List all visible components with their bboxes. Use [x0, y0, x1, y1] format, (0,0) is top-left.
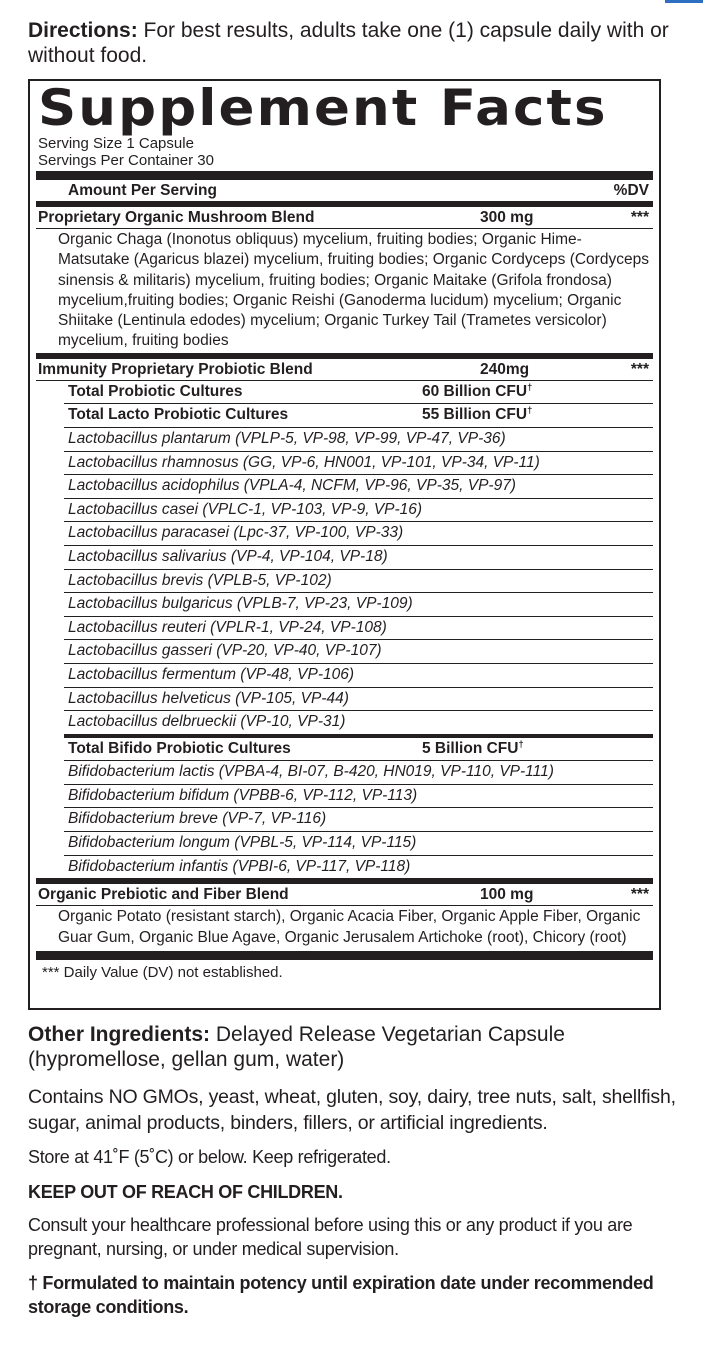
other-ingredients-label: Other Ingredients:: [28, 1023, 211, 1046]
bifido-strain-row: Bifidobacterium bifidum (VPBB-6, VP-112, VP-113): [64, 785, 653, 809]
lacto-strain-row: Lactobacillus paracasei (Lpc-37, VP-100, VP-33): [64, 522, 653, 546]
mushroom-blend-ingredients: Organic Chaga (Inonotus obliquus) mycelium, fruiting bodies; Organic Hime-Matsutake (Agaricus blazei) mycelium, fruiting bodies; Organic Cordyceps (Cordyceps sinensis & militaris) mycelium, fruiting bodies; Organic Maitake (Grifola frondosa) mycelium,fruiting bodies; Organic Reishi (Ganoderma lucidum) mycelium; Organic Shiitake (Lentinula edodes) mycelium; Organic Turkey Tail (Trametes versicolor) mycelium, fruiting bodies: [58, 231, 649, 350]
divider-thick: [36, 171, 653, 180]
prebiotic-blend-name: Organic Prebiotic and Fiber Blend: [38, 886, 289, 904]
total-probiotic-cultures-amount: 60 Billion CFU†: [422, 381, 533, 400]
consult-warning: Consult your healthcare professional before using this or any product if you are pregnant, nursing, or under medical supervision.: [28, 1215, 633, 1259]
bifido-strain-row: Bifidobacterium longum (VPBL-5, VP-114, VP-115): [64, 832, 653, 856]
other-ingredients-text: Delayed Release Vegetarian Capsule (hypromellose, gellan gum, water): [28, 1023, 565, 1071]
bifido-strain-row: Bifidobacterium lactis (VPBA-4, BI-07, B-420, HN019, VP-110, VP-111): [64, 761, 653, 785]
probiotic-cultures-table: [64, 381, 653, 878]
probiotic-blend-name: Immunity Proprietary Probiotic Blend: [38, 360, 313, 378]
potency-footnote: † Formulated to maintain potency until expiration date under recommended storage conditions.: [28, 1273, 654, 1317]
bifido-strain-row: Bifidobacterium breve (VP-7, VP-116): [64, 808, 653, 832]
servings-per-container: Servings Per Container 30: [38, 152, 214, 169]
corner-accent-mark: [665, 0, 703, 3]
dv-footnote: *** Daily Value (DV) not established.: [42, 963, 283, 981]
lacto-strain-row: Lactobacillus bulgaricus (VPLB-7, VP-23, VP-109): [64, 593, 653, 617]
dv-header: %DV: [613, 182, 649, 199]
lacto-strain-row: Lactobacillus delbrueckii (VP-10, VP-31): [68, 713, 346, 731]
lacto-strain-row: Lactobacillus reuteri (VPLR-1, VP-24, VP-108): [64, 617, 653, 641]
mushroom-blend-name: Proprietary Organic Mushroom Blend: [38, 209, 315, 226]
total-bifido-cultures-amount: 5 Billion CFU†: [422, 738, 524, 757]
directions: [28, 18, 678, 68]
probiotic-blend-row: [36, 359, 653, 380]
directions-label: Directions:: [28, 19, 138, 42]
total-probiotic-cultures-row: [64, 381, 653, 405]
prebiotic-blend-dv: ***: [630, 886, 649, 904]
mushroom-blend-dv: ***: [630, 209, 649, 226]
amount-per-serving-label: Amount Per Serving: [68, 182, 217, 199]
mushroom-blend-row: [36, 207, 653, 228]
allergen-statement: Contains NO GMOs, yeast, wheat, gluten, soy, dairy, tree nuts, salt, shellfish, sugar, animal products, binders, fillers, or artificial ingredients.: [28, 1086, 676, 1134]
total-lacto-cultures-row: [64, 404, 653, 428]
lacto-strain-row: Lactobacillus gasseri (VP-20, VP-40, VP-107): [64, 640, 653, 664]
bifido-strain-row: Bifidobacterium infantis (VPBI-6, VP-117, VP-118): [68, 857, 411, 875]
lacto-strain-row: Lactobacillus helveticus (VP-105, VP-44): [64, 688, 653, 712]
divider-thick: [36, 951, 653, 960]
total-bifido-cultures-row: [64, 738, 653, 762]
prebiotic-blend-row: [36, 884, 653, 905]
prebiotic-blend-amount: 100 mg: [480, 886, 534, 904]
total-bifido-cultures-name: Total Bifido Probiotic Cultures: [68, 739, 291, 757]
probiotic-blend-dv: ***: [630, 360, 649, 378]
directions-text: For best results, adults take one (1) capsule daily with or without food.: [28, 19, 669, 67]
supplement-facts-panel: [28, 79, 661, 1010]
total-lacto-cultures-name: Total Lacto Probiotic Cultures: [68, 406, 289, 424]
prebiotic-blend-ingredients: Organic Potato (resistant starch), Organic Acacia Fiber, Organic Apple Fiber, Organic Guar Gum, Organic Blue Agave, Organic Jerusalem Artichoke (root), Chicory (root): [58, 908, 641, 946]
facts-title: Supplement Facts: [38, 79, 608, 137]
mushroom-blend-amount: 300 mg: [480, 209, 534, 226]
amount-header-row: [36, 180, 653, 201]
lacto-strain-row: Lactobacillus fermentum (VP-48, VP-106): [64, 664, 653, 688]
total-lacto-cultures-amount: 55 Billion CFU†: [422, 405, 533, 424]
probiotic-blend-amount: 240mg: [480, 360, 530, 378]
lacto-strain-row: Lactobacillus plantarum (VPLP-5, VP-98, VP-99, VP-47, VP-36): [64, 428, 653, 452]
serving-size: Serving Size 1 Capsule: [38, 135, 194, 152]
storage-instructions: Store at 41˚F (5˚C) or below. Keep refrigerated.: [28, 1147, 391, 1167]
lacto-strain-row: Lactobacillus acidophilus (VPLA-4, NCFM, VP-96, VP-35, VP-97): [64, 475, 653, 499]
lacto-strain-row: Lactobacillus rhamnosus (GG, VP-6, HN001, VP-101, VP-34, VP-11): [64, 452, 653, 476]
lacto-strain-row: Lactobacillus brevis (VPLB-5, VP-102): [64, 570, 653, 594]
total-probiotic-cultures-name: Total Probiotic Cultures: [68, 382, 243, 400]
lacto-strain-row: Lactobacillus salivarius (VP-4, VP-104, VP-18): [64, 546, 653, 570]
other-ingredients: [28, 1022, 688, 1072]
lacto-strain-row: Lactobacillus casei (VPLC-1, VP-103, VP-9, VP-16): [64, 499, 653, 523]
child-warning: KEEP OUT OF REACH OF CHILDREN.: [28, 1182, 343, 1202]
